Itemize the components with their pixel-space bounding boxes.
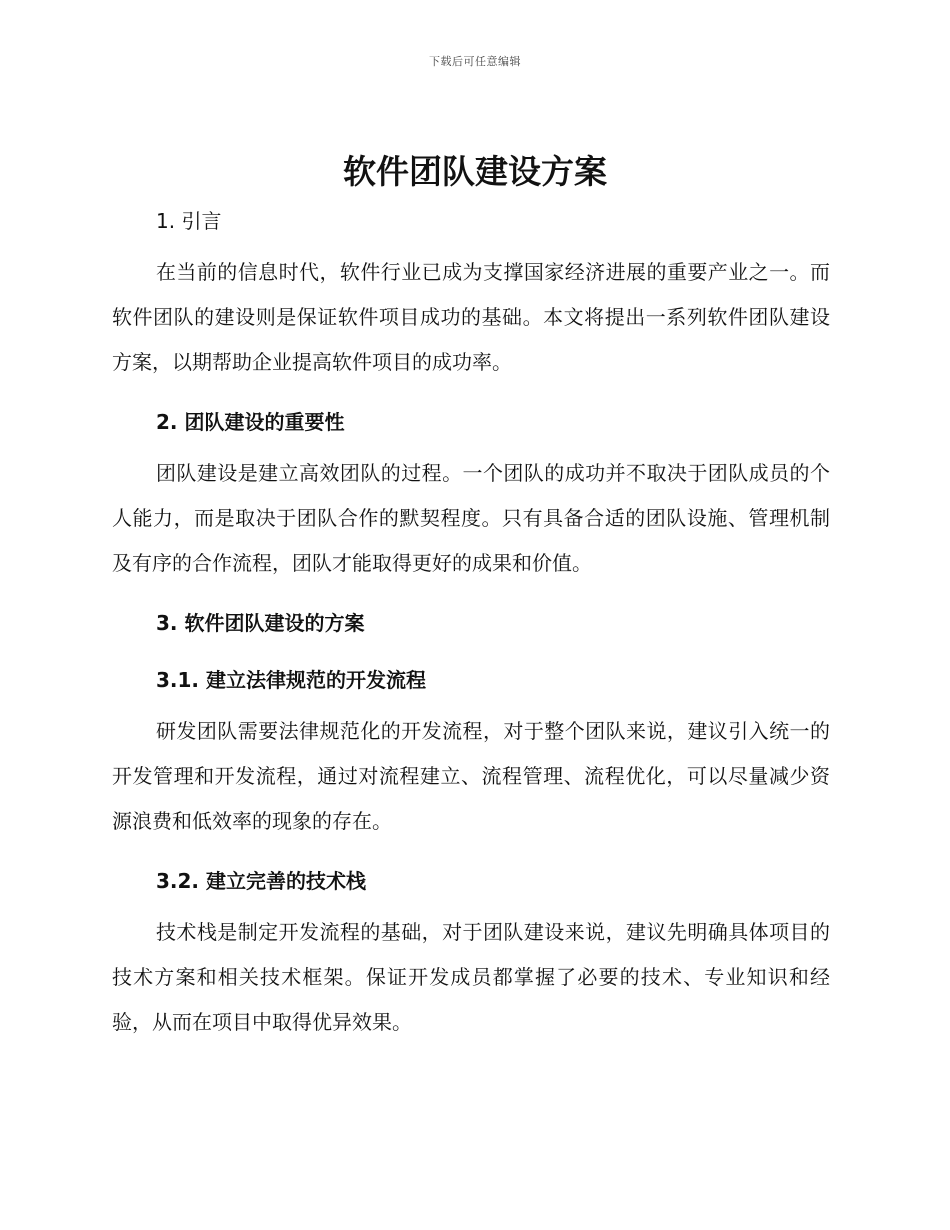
document-title: 软件团队建设方案 — [343, 152, 607, 191]
header-note: 下载后可任意编辑 — [429, 55, 521, 68]
section-paragraph-importance: 团队建设是建立高效团队的过程。一个团队的成功并不取决于团队成员的个人能力，而是取决于团队合作的默契程度。只有具备合适的团队设施、管理机制及有序的合作流程，团队才能取得更好的成果和价值。 — [112, 461, 830, 575]
section-heading-introduction: 1. 引言 — [156, 209, 222, 233]
section-paragraph-tech-stack: 技术栈是制定开发流程的基础，对于团队建设来说，建议先明确具体项目的技术方案和相关技术框架。保证开发成员都掌握了必要的技术、专业知识和经验，从而在项目中取得优异效果。 — [112, 920, 830, 1034]
section-heading-plan: 3. 软件团队建设的方案 — [156, 611, 365, 635]
section-heading-importance: 2. 团队建设的重要性 — [156, 410, 345, 434]
section-heading-tech-stack: 3.2. 建立完善的技术栈 — [156, 869, 366, 893]
section-paragraph-introduction: 在当前的信息时代，软件行业已成为支撑国家经济进展的重要产业之一。而软件团队的建设则是保证软件项目成功的基础。本文将提出一系列软件团队建设方案，以期帮助企业提高软件项目的成功率。 — [112, 260, 830, 374]
section-heading-dev-process: 3.1. 建立法律规范的开发流程 — [156, 668, 426, 692]
document-body — [112, 206, 830, 1045]
section-paragraph-dev-process: 研发团队需要法律规范化的开发流程，对于整个团队来说，建议引入统一的开发管理和开发流程，通过对流程建立、流程管理、流程优化，可以尽量减少资源浪费和低效率的现象的存在。 — [112, 719, 830, 833]
